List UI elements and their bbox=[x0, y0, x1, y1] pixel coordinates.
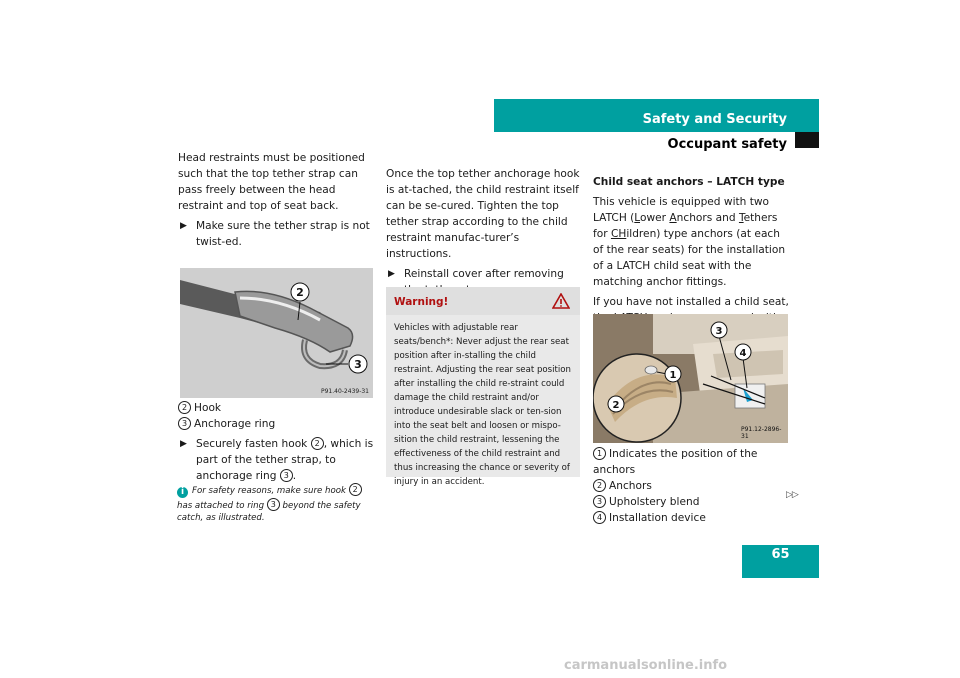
figure-code: P91.12-2896-31 bbox=[741, 426, 782, 440]
legend-item: 1 Indicates the position of the anchors bbox=[593, 448, 758, 476]
section-title: Safety and Security bbox=[642, 112, 787, 127]
warning-box bbox=[386, 287, 580, 487]
callout-number: 2 bbox=[311, 437, 324, 450]
header-marker bbox=[795, 132, 819, 148]
col3-paragraph-2: If you have not installed a child seat, bbox=[593, 296, 789, 308]
column-2 bbox=[386, 166, 582, 298]
column-1 bbox=[178, 150, 376, 250]
column-3-legend bbox=[593, 446, 789, 526]
continued-icon: ▷▷ bbox=[786, 490, 798, 500]
callout-number: 2 bbox=[349, 483, 362, 496]
svg-text:2: 2 bbox=[612, 400, 620, 411]
bullet-arrow-icon: ▶ bbox=[180, 439, 187, 449]
bullet-arrow-icon: ▶ bbox=[388, 269, 395, 279]
callout-number: 4 bbox=[593, 511, 606, 524]
callout-number: 2 bbox=[593, 479, 606, 492]
legend-item: 3 Anchorage ring bbox=[178, 416, 376, 432]
col1-bullet-2: ▶ Securely fasten hook 2 , which is part of the tether strap, to anchorage ring 3 . bbox=[180, 438, 374, 482]
page-number: 65 bbox=[771, 547, 790, 562]
warning-title: Warning! bbox=[394, 296, 449, 308]
legend-item: 2 Anchors bbox=[593, 478, 789, 494]
callout-number: 1 bbox=[593, 447, 606, 460]
callout-number: 2 bbox=[178, 401, 191, 414]
subsection-title: Occupant safety bbox=[667, 137, 787, 152]
figure-code: P91.40-2439-31 bbox=[320, 388, 369, 395]
latch-anchor-illustration bbox=[593, 314, 788, 443]
col3-paragraph-1: This vehicle is equipped with two LATCH (Lower Anchors and Tethers for CHildren) type anchors (at each of the rear seats) for the installation of a LATCH child seat with the matching anchor fittings. bbox=[593, 196, 786, 288]
callout-number: 3 bbox=[593, 495, 606, 508]
col3-heading: Child seat anchors – LATCH type bbox=[593, 176, 785, 188]
watermark: carmanualsonline.info bbox=[564, 658, 728, 673]
info-icon: i bbox=[177, 487, 188, 498]
svg-text:2: 2 bbox=[296, 286, 304, 299]
warning-header bbox=[386, 287, 580, 315]
warning-text: Vehicles with adjustable rear seats/bench*: Never adjust the rear seat position after in-stalling the child restraint. Adjusting the rear seat position after installing the child re-straint could damage the child restraint and/or introduce undesirable slack or ten-sion into the seat belt and loosen or mispo-sition the child restraint, lessening the effectiveness of the child restraint and thus increasing the chance or severity of injury in an accident. bbox=[394, 323, 571, 487]
warning-triangle-icon bbox=[552, 293, 570, 313]
svg-text:3: 3 bbox=[715, 326, 723, 337]
col2-paragraph: Once the top tether anchorage hook is at-tached, the child restraint itself can be se-cured. Tighten the top tether strap according to the child restraint manufac-turer’s instructions. bbox=[386, 168, 580, 260]
latch-anchor-photo bbox=[593, 314, 788, 443]
info-note: i For safety reasons, make sure hook 2 has attached to ring 3 beyond the safety catch, as illustrated. bbox=[177, 485, 361, 523]
callout-number: 3 bbox=[178, 417, 191, 430]
svg-text:4: 4 bbox=[739, 348, 747, 359]
legend-item: 3 Upholstery blend bbox=[593, 494, 789, 510]
svg-text:3: 3 bbox=[354, 358, 362, 371]
legend-item: 2 Hook bbox=[178, 400, 376, 416]
tether-hook-illustration bbox=[180, 268, 373, 398]
callout-number: 3 bbox=[280, 469, 293, 482]
col2-bullet-1: ▶ Reinstall cover after removing bbox=[388, 268, 564, 280]
column-1-lower bbox=[178, 400, 376, 484]
svg-text:1: 1 bbox=[669, 370, 677, 381]
legend-item: 4 Installation device bbox=[593, 510, 789, 526]
tether-hook-photo bbox=[180, 268, 373, 398]
col1-paragraph: Head restraints must be positioned such that the top tether strap can pass freely between the head restraint and top of seat back. bbox=[178, 152, 365, 212]
col1-bullet-1: ▶ Make sure the tether strap is not twist-ed. bbox=[180, 220, 370, 248]
bullet-arrow-icon: ▶ bbox=[180, 221, 187, 231]
callout-number: 3 bbox=[267, 498, 280, 511]
